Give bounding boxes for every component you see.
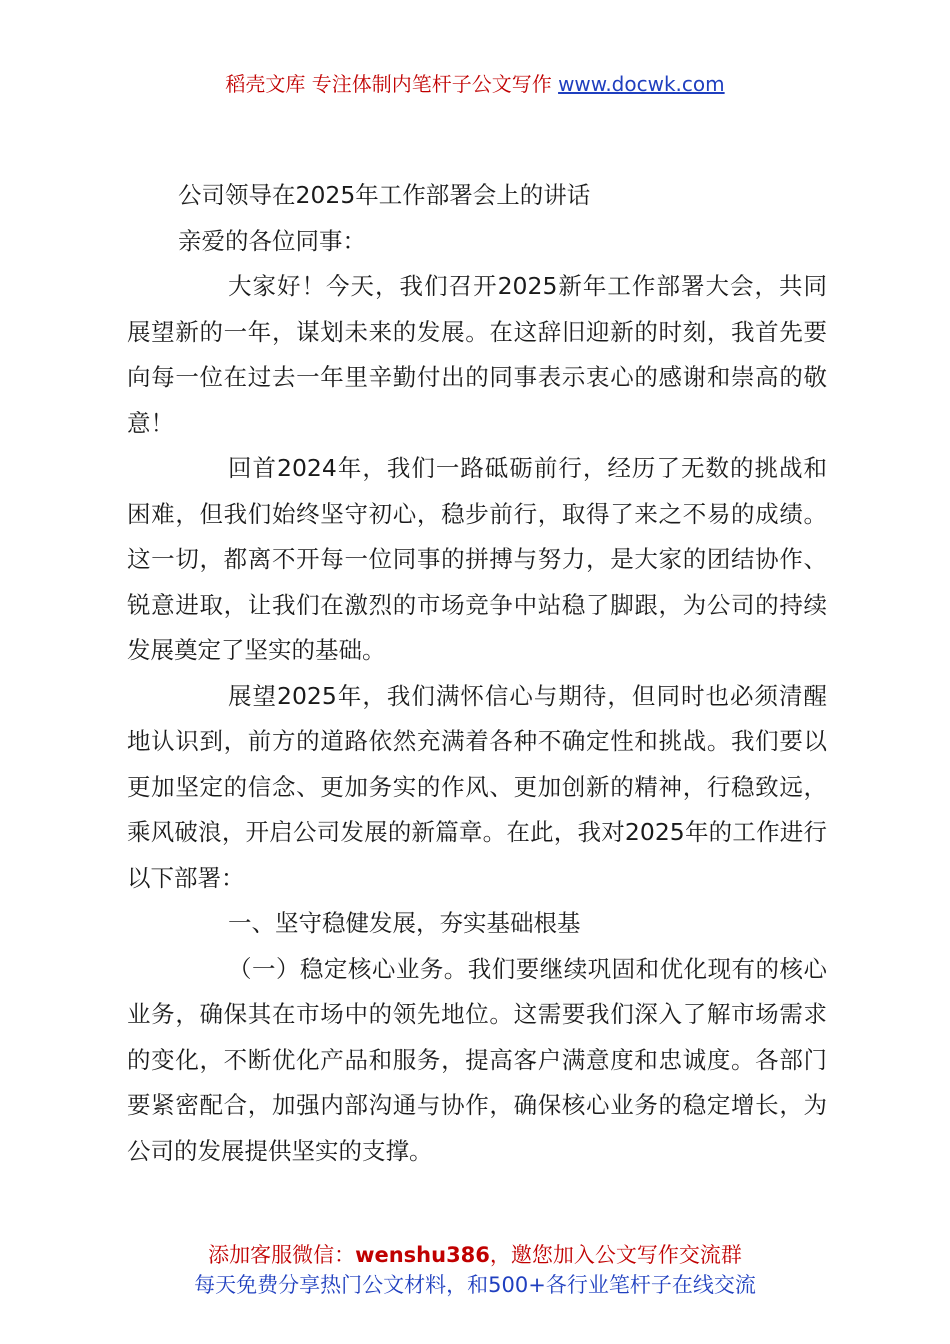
paragraph-outlook-2025: 展望2025年，我们满怀信心与期待，但同时也必须清醒地认识到，前方的道路依然充满着各种不确定性和挑战。我们要以更加坚定的信念、更加务实的作风、更加创新的精神，行稳致远，乘风破浪，开启公司发展的新篇章。在此，我对2025年的工作进行以下部署：	[127, 681, 827, 892]
wechat-id: wenshu386	[355, 1243, 490, 1267]
document-body	[127, 173, 827, 1174]
paragraph-core-business: （一）稳定核心业务。我们要继续巩固和优化现有的核心业务，确保其在市场中的领先地位。这需要我们深入了解市场需求的变化，不断优化产品和服务，提高客户满意度和忠诚度。各部门要紧密配合，加强内部沟通与协作，确保核心业务的稳定增长，为公司的发展提供坚实的支撑。	[127, 954, 827, 1165]
section-heading: 一、坚守稳健发展，夯实基础根基	[228, 909, 581, 937]
page-footer	[0, 1240, 950, 1300]
salutation: 亲爱的各位同事：	[178, 226, 366, 255]
page-header	[0, 70, 950, 98]
footer-wechat-suffix: ，邀您加入公文写作交流群	[489, 1243, 742, 1267]
footer-share-line: 每天免费分享热门公文材料，和500+各行业笔杆子在线交流	[194, 1273, 756, 1297]
site-link[interactable]: www.docwk.com	[558, 72, 725, 96]
paragraph-greeting: 大家好！今天，我们召开2025新年工作部署大会，共同展望新的一年，谋划未来的发展。在这辞旧迎新的时刻，我首先要向每一位在过去一年里辛勤付出的同事表示衷心的感谢和崇高的敬意！	[127, 272, 827, 437]
brand-tagline: 稻壳文库 专注体制内笔杆子公文写作	[225, 72, 552, 96]
footer-wechat-prefix: 添加客服微信：	[208, 1243, 356, 1267]
footer-wechat-line	[0, 1240, 950, 1270]
document-title: 公司领导在2025年工作部署会上的讲话	[178, 181, 591, 209]
paragraph-review-2024: 回首2024年，我们一路砥砺前行，经历了无数的挑战和困难，但我们始终坚守初心，稳步前行，取得了来之不易的成绩。这一切，都离不开每一位同事的拼搏与努力，是大家的团结协作、锐意进取，让我们在激烈的市场竞争中站稳了脚跟，为公司的持续发展奠定了坚实的基础。	[127, 454, 827, 664]
